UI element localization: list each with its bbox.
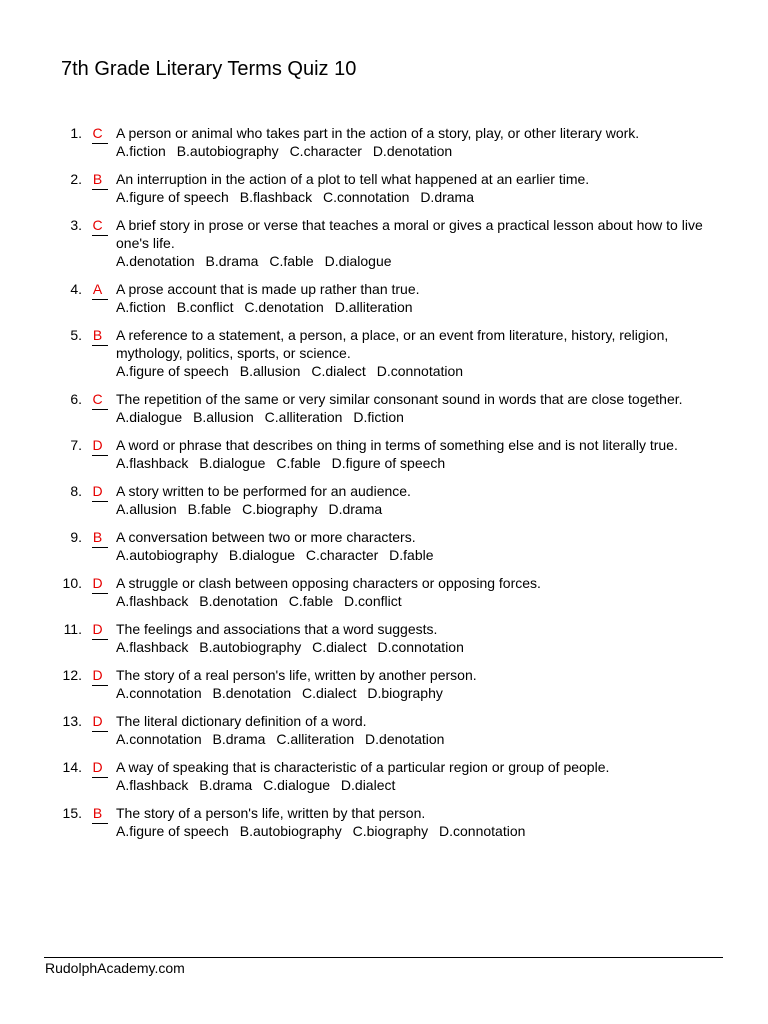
- answer-blank-line: [92, 685, 108, 686]
- answer-choice: B.fable: [187, 501, 232, 517]
- answer-blank-line: [92, 345, 108, 346]
- answer-choices: [116, 776, 716, 794]
- question-number: 9.: [70, 529, 82, 545]
- question-item: [0, 666, 716, 702]
- answer-blank-line: [92, 823, 108, 824]
- answer-choice: C.denotation: [244, 299, 324, 315]
- answer-choice: A.autobiography: [116, 547, 218, 563]
- answer-choice: A.connotation: [116, 685, 202, 701]
- question-definition: The feelings and associations that a word suggests.: [116, 621, 438, 637]
- question-item: [0, 436, 716, 472]
- answer-choice: A.figure of speech: [116, 363, 229, 379]
- answer-choices: [116, 362, 716, 380]
- answer-choice: B.drama: [199, 777, 253, 793]
- answer-choice: C.alliteration: [264, 409, 343, 425]
- question-number: 5.: [70, 327, 82, 343]
- answer-choice: C.alliteration: [276, 731, 355, 747]
- answer-letter: D: [92, 759, 103, 775]
- answer-blank-line: [92, 547, 108, 548]
- answer-letter: C: [92, 391, 103, 407]
- answer-blank-line: [92, 299, 108, 300]
- question-number: 7.: [70, 437, 82, 453]
- question-item: [0, 124, 716, 160]
- question-number: 3.: [70, 217, 82, 233]
- answer-choice: D.dialogue: [324, 253, 392, 269]
- answer-blank-line: [92, 731, 108, 732]
- answer-choice: D.dialect: [340, 777, 396, 793]
- answer-choice: A.flashback: [116, 777, 189, 793]
- question-number: 12.: [62, 667, 82, 683]
- question-definition: A reference to a statement, a person, a place, or an event from literature, history, religion, mythology, politics, sports, or science.: [116, 327, 669, 361]
- answer-choice: B.drama: [212, 731, 266, 747]
- answer-choice: A.fiction: [116, 299, 166, 315]
- answer-blank-line: [92, 639, 108, 640]
- question-definition: The literal dictionary definition of a word.: [116, 713, 367, 729]
- question-definition: A conversation between two or more characters.: [116, 529, 416, 545]
- answer-choice: D.connotation: [376, 363, 464, 379]
- answer-choice: D.fiction: [353, 409, 404, 425]
- question-number: 2.: [70, 171, 82, 187]
- answer-choice: B.denotation: [199, 593, 278, 609]
- question-item: [0, 804, 716, 840]
- question-definition: A person or animal who takes part in the action of a story, play, or other literary work.: [116, 125, 640, 141]
- question-number: 8.: [70, 483, 82, 499]
- question-definition: A word or phrase that describes on thing in terms of something else and is not literally true.: [116, 437, 678, 453]
- answer-choice: A.denotation: [116, 253, 195, 269]
- question-item: [0, 758, 716, 794]
- answer-choice: C.character: [289, 143, 362, 159]
- answer-choice: B.allusion: [239, 363, 301, 379]
- question-item: [0, 574, 716, 610]
- answer-choice: A.dialogue: [116, 409, 183, 425]
- question-definition: The story of a person's life, written by that person.: [116, 805, 426, 821]
- answer-choices: [116, 592, 716, 610]
- answer-choices: [116, 822, 716, 840]
- answer-choice: C.dialogue: [263, 777, 331, 793]
- answer-blank-line: [92, 455, 108, 456]
- answer-choice: D.connotation: [377, 639, 464, 655]
- question-number: 11.: [63, 621, 82, 637]
- answer-choice: C.biography: [352, 823, 429, 839]
- answer-blank-line: [92, 235, 108, 236]
- question-number: 13.: [62, 713, 82, 729]
- answer-choice: C.dialect: [312, 639, 367, 655]
- answer-letter: B: [92, 805, 103, 821]
- answer-choice: A.allusion: [116, 501, 177, 517]
- answer-choices: [116, 252, 716, 270]
- answer-letter: B: [92, 171, 103, 187]
- answer-choice: B.flashback: [239, 189, 313, 205]
- answer-choices: [116, 730, 716, 748]
- answer-blank-line: [92, 143, 108, 144]
- question-definition: A brief story in prose or verse that teaches a moral or gives a practical lesson about how to live one's life.: [116, 217, 703, 251]
- question-item: [0, 216, 716, 270]
- question-item: [0, 482, 716, 518]
- answer-choice: C.character: [305, 547, 379, 563]
- answer-choice: A.fiction: [116, 143, 166, 159]
- question-number: 15.: [62, 805, 82, 821]
- question-definition: The repetition of the same or very similar consonant sound in words that are close together.: [116, 391, 683, 407]
- answer-choice: C.dialect: [302, 685, 357, 701]
- answer-choice: B.dialogue: [228, 547, 296, 563]
- answer-choices: [116, 298, 716, 316]
- question-item: [0, 620, 716, 656]
- question-number: 4.: [70, 281, 82, 297]
- answer-choice: B.drama: [205, 253, 259, 269]
- answer-letter: D: [92, 667, 103, 683]
- question-item: [0, 712, 716, 748]
- answer-choice: C.fable: [269, 253, 314, 269]
- answer-choice: B.allusion: [193, 409, 254, 425]
- answer-letter: B: [92, 327, 103, 343]
- footer-divider: [44, 957, 723, 958]
- question-item: [0, 170, 716, 206]
- answer-choice: D.denotation: [372, 143, 453, 159]
- footer-site-name: RudolphAcademy.com: [45, 960, 185, 976]
- answer-blank-line: [92, 409, 108, 410]
- answer-choice: B.denotation: [212, 685, 292, 701]
- answer-choice: A.flashback: [116, 639, 189, 655]
- question-item: [0, 280, 716, 316]
- answer-choice: D.biography: [367, 685, 443, 701]
- answer-choice: A.figure of speech: [116, 189, 229, 205]
- question-definition: A struggle or clash between opposing characters or opposing forces.: [116, 575, 541, 591]
- answer-choices: [116, 500, 716, 518]
- answer-blank-line: [92, 593, 108, 594]
- answer-choice: C.connotation: [323, 189, 410, 205]
- answer-choice: D.figure of speech: [331, 455, 446, 471]
- answer-letter: D: [92, 713, 103, 729]
- answer-choice: C.biography: [242, 501, 318, 517]
- question-number: 10.: [62, 575, 82, 591]
- answer-choice: D.conflict: [344, 593, 402, 609]
- answer-choice: B.autobiography: [239, 823, 342, 839]
- question-definition: A way of speaking that is characteristic of a particular region or group of people.: [116, 759, 610, 775]
- answer-choices: [116, 408, 716, 426]
- answer-choice: A.connotation: [116, 731, 202, 747]
- question-definition: A story written to be performed for an audience.: [116, 483, 411, 499]
- answer-choices: [116, 454, 716, 472]
- answer-choice: D.alliteration: [334, 299, 413, 315]
- answer-choice: B.autobiography: [199, 639, 302, 655]
- answer-choice: A.figure of speech: [116, 823, 229, 839]
- answer-choice: D.fable: [389, 547, 434, 563]
- question-list: [0, 124, 768, 850]
- answer-choice: C.fable: [288, 593, 334, 609]
- answer-choice: C.dialect: [311, 363, 366, 379]
- answer-letter: C: [92, 125, 103, 141]
- answer-blank-line: [92, 777, 108, 778]
- question-item: [0, 326, 716, 380]
- question-definition: A prose account that is made up rather than true.: [116, 281, 420, 297]
- answer-choice: B.conflict: [176, 299, 234, 315]
- question-item: [0, 390, 716, 426]
- page-title: 7th Grade Literary Terms Quiz 10: [61, 58, 357, 80]
- question-definition: An interruption in the action of a plot to tell what happened at an earlier time.: [116, 171, 590, 187]
- answer-choices: [116, 638, 716, 656]
- question-number: 14.: [62, 759, 82, 775]
- question-number: 6.: [70, 391, 82, 407]
- answer-choice: D.denotation: [365, 731, 445, 747]
- answer-choice: A.flashback: [116, 455, 189, 471]
- answer-choice: C.fable: [276, 455, 321, 471]
- question-item: [0, 528, 716, 564]
- answer-letter: D: [92, 437, 103, 453]
- answer-choices: [116, 142, 716, 160]
- answer-letter: A: [92, 281, 103, 297]
- answer-blank-line: [92, 189, 108, 190]
- answer-choices: [116, 684, 716, 702]
- answer-letter: C: [92, 217, 103, 233]
- answer-letter: D: [92, 575, 103, 591]
- answer-letter: D: [92, 621, 103, 637]
- answer-choice: B.autobiography: [176, 143, 279, 159]
- answer-choice: D.drama: [420, 189, 474, 205]
- answer-blank-line: [92, 501, 108, 502]
- answer-letter: B: [92, 529, 103, 545]
- question-number: 1.: [70, 125, 82, 141]
- answer-choice: B.dialogue: [199, 455, 266, 471]
- answer-choice: D.drama: [328, 501, 383, 517]
- answer-choices: [116, 546, 716, 564]
- question-definition: The story of a real person's life, written by another person.: [116, 667, 477, 683]
- answer-choice: D.connotation: [439, 823, 526, 839]
- answer-letter: D: [92, 483, 103, 499]
- answer-choices: [116, 188, 716, 206]
- answer-choice: A.flashback: [116, 593, 189, 609]
